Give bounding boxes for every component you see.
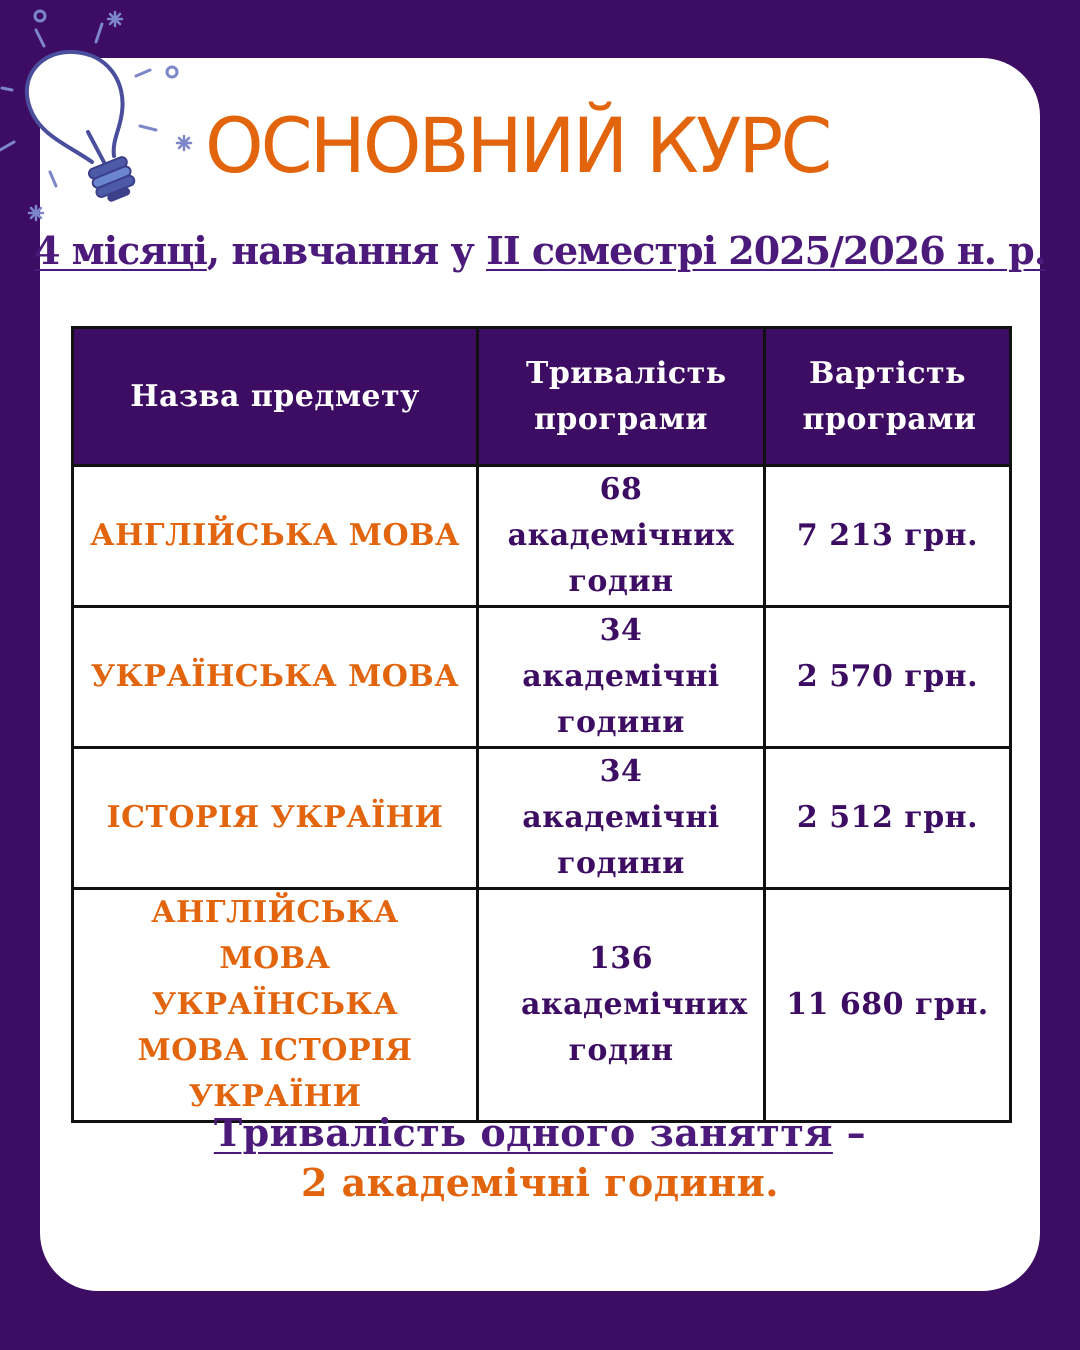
table-header-row xyxy=(73,328,1011,466)
duration-text: 136 академічних годин xyxy=(521,941,748,1068)
table-row xyxy=(73,748,1011,889)
header-price-label: Вартість програми xyxy=(802,355,977,437)
page-title: ОСНОВНИЙ КУРС xyxy=(205,101,830,190)
table-row xyxy=(73,889,1011,1122)
subtitle-connector: , навчання у xyxy=(206,228,487,273)
subject-cell: ІСТОРІЯ УКРАЇНИ xyxy=(73,748,478,889)
duration-cell xyxy=(478,466,765,607)
price-cell: 2 512 грн. xyxy=(765,748,1011,889)
table-row xyxy=(73,607,1011,748)
price-cell: 7 213 грн. xyxy=(765,466,1011,607)
subject-text: АНГЛІЙСЬКА МОВА УКРАЇНСЬКА МОВА ІСТОРІЯ УКРАЇНИ xyxy=(137,895,413,1114)
duration-cell xyxy=(478,889,765,1122)
lightbulb-icon xyxy=(0,0,200,230)
semester-label: ІІ семестрі 2025/2026 н. р. xyxy=(486,228,1046,273)
subject-cell: УКРАЇНСЬКА МОВА xyxy=(73,607,478,748)
price-cell: 2 570 грн. xyxy=(765,607,1011,748)
header-subject xyxy=(73,328,478,466)
duration-text: 34 академічні години xyxy=(522,754,720,881)
duration-cell xyxy=(478,607,765,748)
course-length: 4 місяці xyxy=(34,228,207,273)
price-table xyxy=(71,326,1012,1123)
duration-text: 34 академічні години xyxy=(522,613,720,740)
lesson-length-dash: – xyxy=(832,1110,867,1155)
header-duration-label: Тривалість програми xyxy=(526,355,727,437)
duration-cell xyxy=(478,748,765,889)
subject-cell xyxy=(73,889,478,1122)
course-subtitle xyxy=(0,228,1080,273)
price-cell: 11 680 грн. xyxy=(765,889,1011,1122)
table-row xyxy=(73,466,1011,607)
header-duration xyxy=(478,328,765,466)
subject-cell: АНГЛІЙСЬКА МОВА xyxy=(73,466,478,607)
lesson-length-value: 2 академічні години. xyxy=(301,1160,779,1205)
header-subject-label: Назва предмету xyxy=(130,378,420,414)
lesson-length-note xyxy=(0,1108,1080,1208)
header-price xyxy=(765,328,1011,466)
lesson-length-label: Тривалість одного заняття xyxy=(213,1110,833,1155)
duration-text: 68 академічних годин xyxy=(507,472,735,599)
lesson-length-line1 xyxy=(0,1108,1080,1158)
